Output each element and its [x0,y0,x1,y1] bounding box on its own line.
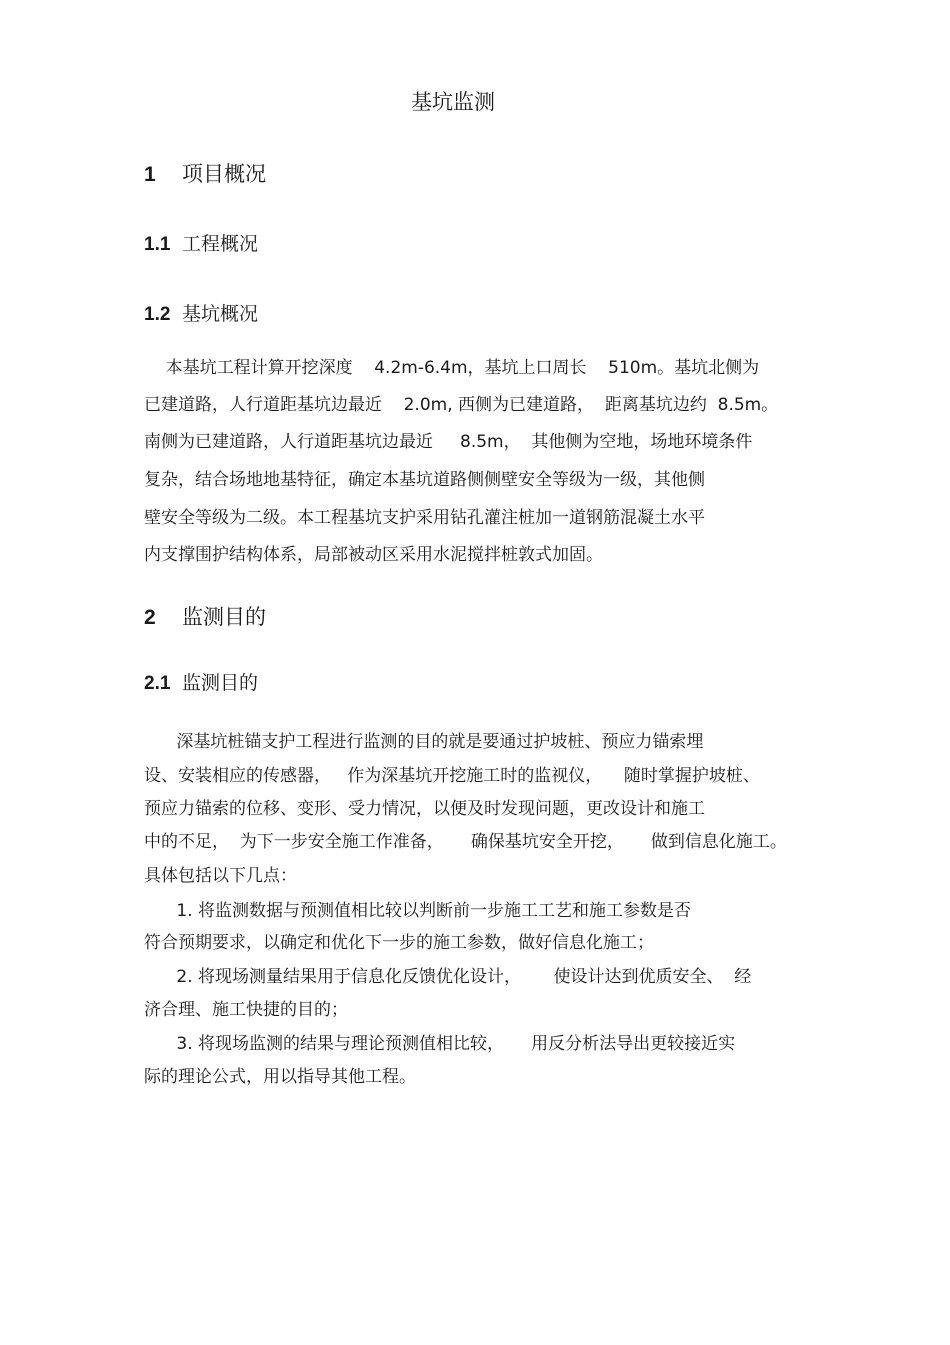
paragraph-line: 壁安全等级为二级。本工程基坑支护采用钻孔灌注桩加一道钢筋混凝土水平 [144,508,705,528]
paragraph-line: 内支撑围护结构体系，局部被动区采用水泥搅拌桩敦式加固。 [144,545,603,565]
section-title: 监测目的 [182,672,259,694]
list-item-line: 际的理论公式，用以指导其他工程。 [144,1067,416,1087]
paragraph-line: 本基坑工程计算开挖深度 4.2m-6.4m，基坑上口周长 510m。基坑北侧为 [144,358,760,378]
paragraph-line: 中的不足， 为下一步安全施工作准备， 确保基坑安全开挖， 做到信息化施工。 [144,832,787,852]
paragraph-line: 复杂，结合场地地基特征，确定本基坑道路侧侧壁安全等级为一级，其他侧 [144,470,705,490]
paragraph-line: 具体包括以下几点： [144,866,297,886]
section-1-1-heading [144,231,258,258]
paragraph-line: 预应力锚索的位移、变形、受力情况，以便及时发现问题，更改设计和施工 [144,799,705,819]
section-1-heading [144,160,266,189]
section-number: 1 [144,163,156,186]
document-title: 基坑监测 [411,90,495,114]
list-item-line: 2. 将现场测量结果用于信息化反馈优化设计， 使设计达到优质安全、 经 [144,967,752,987]
paragraph-line: 已建道路，人行道距基坑边最近 2.0m, 西侧为已建道路， 距离基坑边约 8.5m。 [144,395,779,415]
section-number: 2 [144,606,156,629]
section-number: 1.2 [144,304,171,325]
section-1-2-heading [144,301,258,328]
section-title: 监测目的 [182,605,266,629]
list-item-line: 济合理、施工快捷的目的； [144,1000,348,1020]
section-2-heading [144,603,266,632]
list-item-line: 3. 将现场监测的结果与理论预测值相比较， 用反分析法导出更较接近实 [144,1034,736,1054]
list-item-line: 符合预期要求，以确定和优化下一步的施工参数，做好信息化施工； [144,933,654,953]
paragraph-line: 设、安装相应的传感器， 作为深基坑开挖施工时的监视仪， 随时掌握护坡桩、 [144,766,760,786]
section-number: 2.1 [144,673,171,694]
list-item-line: 1. 将监测数据与预测值相比较以判断前一步施工工艺和施工参数是否 [144,901,692,921]
section-title: 基坑概况 [182,303,259,325]
paragraph-line: 深基坑桩锚支护工程进行监测的目的就是要通过护坡桩、预应力锚索埋 [144,732,704,752]
paragraph-line: 南侧为已建道路，人行道距基坑边最近 8.5m， 其他侧为空地，场地环境条件 [144,432,753,452]
section-number: 1.1 [144,234,171,255]
section-2-1-heading [144,670,258,697]
section-title: 项目概况 [182,162,266,186]
section-title: 工程概况 [182,233,259,255]
